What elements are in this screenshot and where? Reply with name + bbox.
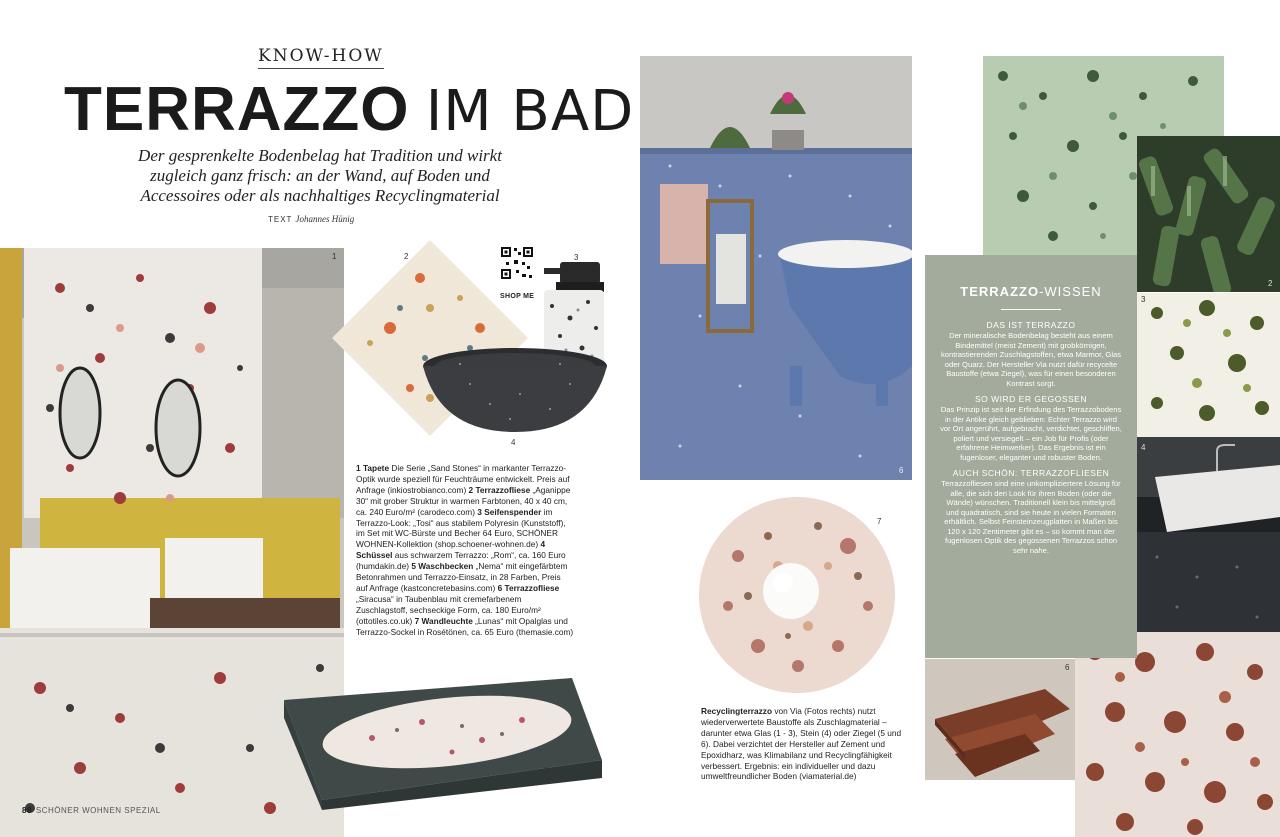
caption-item: 7 Wandleuchte „Lunas“ mit Opalglas und Terrazzo-Sockel in Rosétönen, ca. 65 Euro (themasie.com) bbox=[356, 615, 574, 637]
photo-washbasin bbox=[282, 660, 604, 810]
magazine-name: SCHÖNER WOHNEN SPEZIAL bbox=[35, 806, 161, 815]
photo-number-3: 3 bbox=[574, 253, 579, 262]
caption-item: 3 Seifenspender im Terrazzo-Look: „Tosi“ aus stabilem Polyresin (Kunststoff), im Set mit WC-Bürste und Becher 64 Euro, SCHÖNER WOHNEN-Kollektion (shop.schoener-wohnen.de) bbox=[356, 506, 566, 550]
qr-code[interactable] bbox=[500, 246, 534, 280]
product-captions bbox=[356, 463, 574, 638]
swatch-roof-tiles bbox=[925, 659, 1075, 780]
swatch-number-6: 6 bbox=[1065, 663, 1070, 672]
swatch-brick-terrazzo bbox=[1075, 632, 1280, 837]
swatch-green-bottles bbox=[1137, 136, 1280, 292]
photo-wall-lamp bbox=[698, 496, 896, 694]
wissen-title bbox=[925, 284, 1137, 299]
wissen-text: Der mineralische Bodenbelag besteht aus einem Bindemittel (meist Zement) mit grobkörnigen, kontrastierenden Zuschlagstoffen, etwa Marmor, Glas oder Quarz. Der Hersteller Via nutzt dafür recycelte Baustoffe (etwa Ziegel), was für einen besonderen Kontrast sorgt. bbox=[940, 331, 1122, 388]
caption-item: 2 Terrazzofliese „Aganippe 30“ mit grober Struktur in warmen Farbtonen, 40 x 40 cm, ca. 240 Euro/m² (carodeco.com) bbox=[356, 484, 571, 517]
page-footer bbox=[22, 806, 161, 815]
photo-number-6: 6 bbox=[899, 466, 904, 475]
photo-black-bowl bbox=[420, 344, 610, 436]
subtitle: Der gesprenkelte Bodenbelag hat Tradition und wirkt zugleich ganz frisch: an der Wand, auf Boden und Accessoires oder als nachhaltiges Recyclingmaterial bbox=[138, 146, 502, 205]
swatch-number-4: 4 bbox=[1141, 443, 1146, 452]
swatch-olive-glass bbox=[1137, 293, 1280, 437]
photo-number-2: 2 bbox=[404, 252, 409, 261]
caption-item: 4 Schüssel aus schwarzem Terrazzo: „Rom“, ca. 160 Euro (humdakin.de) bbox=[356, 539, 566, 572]
kicker: KNOW-HOW bbox=[258, 46, 384, 69]
swatch-dark-basin bbox=[1137, 437, 1280, 632]
wissen-title-bold: TERRAZZO bbox=[960, 284, 1040, 299]
page-title bbox=[64, 75, 635, 144]
caption-item: 1 Tapete Die Serie „Sand Stones“ in markanter Terrazzo-Optik wurde speziell für Feuchträume entwickelt. Preis auf Anfrage (inkiostrobianco.com) bbox=[356, 463, 570, 495]
recycling-caption-bold: Recyclingterrazzo bbox=[701, 706, 773, 716]
page-number: 88 bbox=[22, 806, 32, 815]
recycling-caption bbox=[701, 706, 907, 782]
photo-number-7: 7 bbox=[877, 517, 882, 526]
qr-label: SHOP ME bbox=[500, 293, 535, 300]
wissen-divider bbox=[1001, 309, 1061, 310]
byline-label: TEXT bbox=[268, 215, 293, 224]
swatch-number-2: 2 bbox=[1268, 279, 1273, 288]
caption-item: 6 Terrazzofliese „Siracusa“ in Taubenblau mit cremefarbenem Zuschlagstoff, sechseckige Form, ca. 180 Euro/m² (ottotiles.co.uk) bbox=[356, 582, 560, 626]
title-bold: TERRAZZO bbox=[64, 75, 410, 144]
wissen-text: Das Prinzip ist seit der Erfindung des Terrazzobodens in der Antike gleich geblieben: Echter Terrazzo wird vor Ort angerührt, aufgebracht, verdichtet, geschliffen, poliert und versiegelt – ein Job für Profis (oder erfahrene Heimwerker). Das Ergebnis ist ein fugenloser, eleganter und robuster Boden. bbox=[940, 405, 1122, 462]
swatch-number-5: 5 bbox=[1268, 625, 1273, 634]
wissen-heading: DAS IST TERRAZZO bbox=[986, 320, 1076, 330]
recycling-caption-text: von Via (Fotos rechts) nutzt wiederverwertete Baustoffe als Zuschlagmaterial – darunter etwa Glas (1 - 3), Stein (4) oder Ziegel (5 und 6). Dabei verzichtet der Hersteller auf Zement und Epoxidharz, was Klimabilanz und Recyclingfähigkeit verbessert. Ergebnis: ein individueller und dazu umweltfreundlicher Boden (viamaterial.de) bbox=[701, 706, 902, 782]
byline bbox=[268, 214, 354, 224]
photo-blue-bathroom bbox=[640, 56, 912, 480]
swatch-number-3: 3 bbox=[1141, 295, 1146, 304]
caption-item: 5 Waschbecken „Nema“ mit eingefärbtem Betonrahmen und Terrazzo-Einsatz, in 28 Farben, Preis auf Anfrage (kastconcretebasins.com) bbox=[356, 561, 568, 593]
wissen-heading: SO WIRD ER GEGOSSEN bbox=[975, 394, 1087, 404]
photo-number-4: 4 bbox=[511, 438, 516, 447]
wissen-heading: AUCH SCHÖN: TERRAZZOFLIESEN bbox=[952, 468, 1110, 478]
title-light: IM BAD bbox=[425, 79, 635, 144]
byline-author: Johannes Hünig bbox=[295, 214, 355, 224]
terrazzo-wissen-box bbox=[925, 255, 1137, 658]
photo-number-1: 1 bbox=[332, 252, 337, 261]
wissen-title-light: -WISSEN bbox=[1039, 284, 1102, 299]
wissen-text: Terrazzofliesen sind eine unkompliziertere Lösung für alle, die sich den Look für ihren Boden (oder die Wände) wünschen. Traditionell klein bis mittelgroß und quadratisch, sind sie heute in vielen Formaten erhältlich. Selbst Feinsteinzeugplatten in Maßen bis 120 x 120 Zentimeter gibt es – so kommt man der fugenlosen Optik des gegossenen Terrazzos schon sehr nahe. bbox=[941, 479, 1121, 555]
photo-number-5: 5 bbox=[544, 766, 549, 775]
